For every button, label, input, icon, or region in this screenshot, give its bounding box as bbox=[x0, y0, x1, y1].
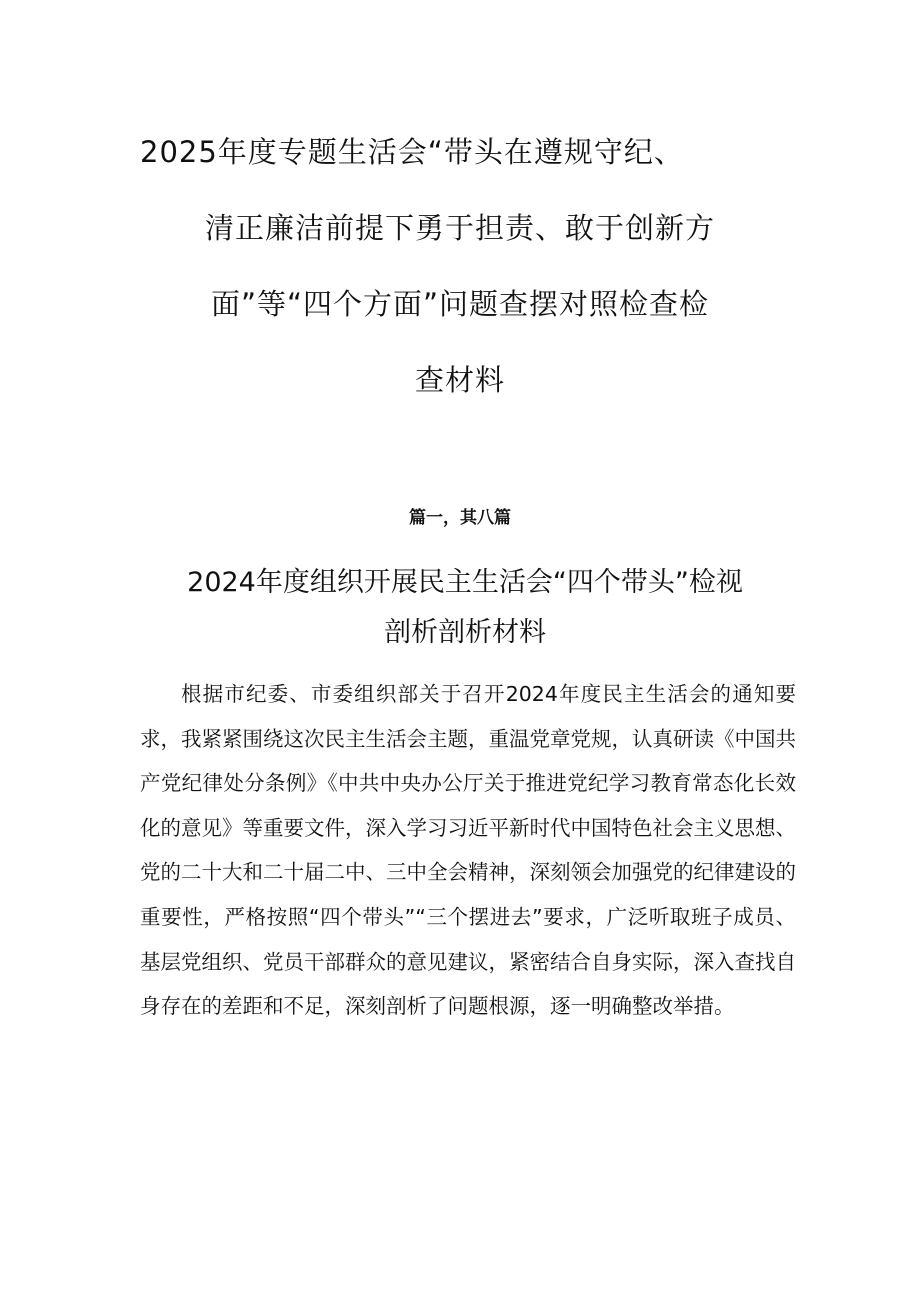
title-line-4: 查材料 bbox=[414, 363, 505, 397]
document-title bbox=[140, 126, 780, 430]
title-line-3: 面”等“四个方面”问题查摆对照检查检 bbox=[210, 287, 710, 321]
part-label: 篇一，其八篇 bbox=[409, 508, 511, 528]
title-line-2: 清正廉洁前提下勇于担责、敢于创新方 bbox=[204, 211, 715, 245]
body-paragraph: 根据市纪委、市委组织部关于召开2024年度民主生活会的通知要求，我紧紧围绕这次民主生活会主题，重温党章党规，认真研读《中国共产党纪律处分条例》《中共中央办公厅关于推进党纪学习教育常态化长效化的意见》等重要文件，深入学习习近平新时代中国特色社会主义思想、党的二十大和二十届二中、三中全会精神，深刻领会加强党的纪律建设的重要性，严格按照“四个带头”“三个摆进去”要求，广泛听取班子成员、基层党组织、党员干部群众的意见建议，紧密结合自身实际，深入查找自身存在的差距和不足，深刻剖析了问题根源，逐一明确整改举措。 bbox=[140, 682, 796, 1019]
section-title-line-1: 2024年度组织开展民主生活会“四个带头”检视 bbox=[187, 567, 743, 598]
section-title-line-2: 剖析剖析材料 bbox=[384, 617, 546, 648]
section-title bbox=[100, 558, 830, 658]
title-line-1: 2025年度专题生活会“带头在遵规守纪、 bbox=[140, 135, 684, 169]
